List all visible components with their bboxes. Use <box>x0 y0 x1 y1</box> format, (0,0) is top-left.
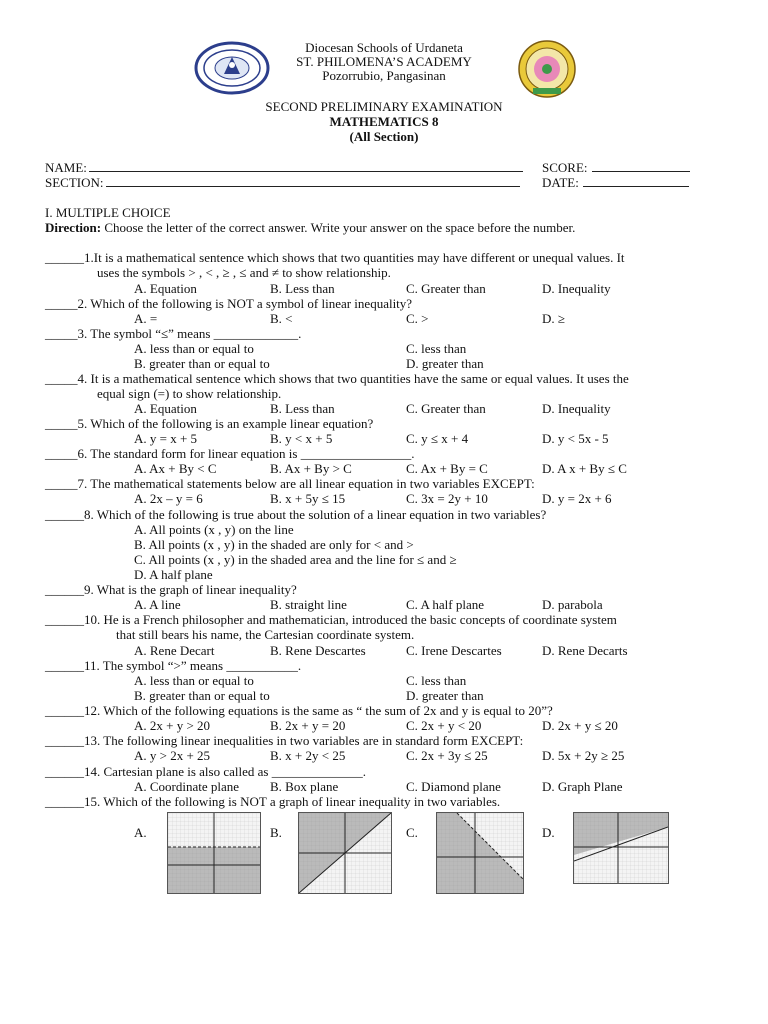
q9-choice-a[interactable]: A. A line <box>134 597 181 612</box>
q1-choice-d[interactable]: D. Inequality <box>542 281 611 296</box>
q9-choice-d[interactable]: D. parabola <box>542 597 603 612</box>
q11-choice-c[interactable]: C. less than <box>406 673 467 688</box>
q14-choice-b[interactable]: B. Box plane <box>270 779 339 794</box>
question-11-stem: ______11. The symbol “>” means ___________. <box>45 658 302 673</box>
q12-choice-a[interactable]: A. 2x + y > 20 <box>134 718 211 733</box>
question-5-stem: _____5. Which of the following is an example linear equation? <box>45 416 374 431</box>
q4-choice-a[interactable]: A. Equation <box>134 401 197 416</box>
q4-choice-b[interactable]: B. Less than <box>270 401 335 416</box>
question-12-stem: ______12. Which of the following equations is the same as “ the sum of 2x and y is equal to 20”? <box>45 703 553 718</box>
question-10-stem-cont: that still bears his name, the Cartesian coordinate system. <box>116 627 415 642</box>
q15-choice-a[interactable]: A. <box>134 825 147 840</box>
q8-choice-b[interactable]: B. All points (x , y) in the shaded are only for < and > <box>134 537 414 552</box>
question-10-stem: ______10. He is a French philosopher and mathematician, introduced the basic concepts of coordinate system <box>45 612 617 627</box>
score-label: SCORE: <box>542 160 588 175</box>
q15-choice-d[interactable]: D. <box>542 825 555 840</box>
q2-choice-c[interactable]: C. > <box>406 311 429 326</box>
question-2-stem: _____2. Which of the following is NOT a symbol of linear inequality? <box>45 296 413 311</box>
org-name: Diocesan Schools of Urdaneta <box>305 40 463 55</box>
q1-choice-a[interactable]: A. Equation <box>134 281 197 296</box>
direction-text: Choose the letter of the correct answer. Write your answer on the space before the number. <box>101 220 576 235</box>
school-location: Pozorrubio, Pangasinan <box>322 68 446 83</box>
section-note: (All Section) <box>349 129 419 144</box>
q9-choice-c[interactable]: C. A half plane <box>406 597 484 612</box>
q3-choice-a[interactable]: A. less than or equal to <box>134 341 254 356</box>
q7-choice-b[interactable]: B. x + 5y ≤ 15 <box>270 491 346 506</box>
q9-choice-b[interactable]: B. straight line <box>270 597 347 612</box>
q1-choice-c[interactable]: C. Greater than <box>406 281 486 296</box>
q2-choice-b[interactable]: B. < <box>270 311 293 326</box>
score-field[interactable] <box>542 160 690 176</box>
q12-choice-b[interactable]: B. 2x + y = 20 <box>270 718 346 733</box>
q11-choice-b[interactable]: B. greater than or equal to <box>134 688 270 703</box>
q4-choice-c[interactable]: C. Greater than <box>406 401 486 416</box>
q8-choice-c[interactable]: C. All points (x , y) in the shaded area and the line for ≤ and ≥ <box>134 552 457 567</box>
question-7-stem: _____7. The mathematical statements below are all linear equation in two variables EXCEPT: <box>45 476 535 491</box>
date-field[interactable] <box>542 175 689 191</box>
q15-graph-c[interactable] <box>436 812 524 894</box>
q3-choice-c[interactable]: C. less than <box>406 341 467 356</box>
q11-choice-a[interactable]: A. less than or equal to <box>134 673 254 688</box>
subject-title: MATHEMATICS 8 <box>329 114 439 129</box>
q12-choice-d[interactable]: D. 2x + y ≤ 20 <box>542 718 618 733</box>
q5-choice-c[interactable]: C. y ≤ x + 4 <box>406 431 469 446</box>
q4-choice-d[interactable]: D. Inequality <box>542 401 611 416</box>
q10-choice-c[interactable]: C. Irene Descartes <box>406 643 502 658</box>
q5-choice-a[interactable]: A. y = x + 5 <box>134 431 198 446</box>
q1-choice-b[interactable]: B. Less than <box>270 281 335 296</box>
name-field[interactable] <box>45 160 523 176</box>
q7-choice-d[interactable]: D. y = 2x + 6 <box>542 491 612 506</box>
q7-choice-a[interactable]: A. 2x – y = 6 <box>134 491 203 506</box>
question-15-stem: ______15. Which of the following is NOT a graph of linear inequality in two variables. <box>45 794 501 809</box>
question-14-stem: ______14. Cartesian plane is also called as ______________. <box>45 764 366 779</box>
q14-choice-c[interactable]: C. Diamond plane <box>406 779 501 794</box>
question-4-stem-cont: equal sign (=) to show relationship. <box>97 386 282 401</box>
question-8-stem: ______8. Which of the following is true about the solution of a linear equation in two variables? <box>45 507 547 522</box>
date-blank[interactable] <box>583 175 689 187</box>
q15-choice-c[interactable]: C. <box>406 825 418 840</box>
question-4-stem: _____4. It is a mathematical sentence which shows that two quantities have the same or equal values. It uses the <box>45 371 629 386</box>
section-blank[interactable] <box>106 175 520 187</box>
q15-graph-a[interactable] <box>167 812 261 894</box>
q6-choice-a[interactable]: A. Ax + By < C <box>134 461 217 476</box>
question-13-stem: ______13. The following linear inequalities in two variables are in standard form EXCEPT: <box>45 733 524 748</box>
q6-choice-b[interactable]: B. Ax + By > C <box>270 461 352 476</box>
q14-choice-a[interactable]: A. Coordinate plane <box>134 779 240 794</box>
q2-choice-d[interactable]: D. ≥ <box>542 311 566 326</box>
name-blank[interactable] <box>89 160 523 172</box>
direction-label: Direction: <box>45 220 102 235</box>
section-field[interactable] <box>45 175 520 191</box>
q6-choice-c[interactable]: C. Ax + By = C <box>406 461 488 476</box>
direction-line <box>45 220 575 236</box>
school-name: ST. PHILOMENA’S ACADEMY <box>296 54 472 69</box>
q5-choice-d[interactable]: D. y < 5x - 5 <box>542 431 609 446</box>
question-3-stem: _____3. The symbol “≤” means _____________. <box>45 326 302 341</box>
q14-choice-d[interactable]: D. Graph Plane <box>542 779 623 794</box>
question-1-stem-cont: uses the symbols > , < , ≥ , ≤ and ≠ to show relationship. <box>97 265 391 280</box>
section-label: SECTION: <box>45 175 104 190</box>
q13-choice-d[interactable]: D. 5x + 2y ≥ 25 <box>542 748 625 763</box>
exam-title: SECOND PRELIMINARY EXAMINATION <box>265 99 503 114</box>
q10-choice-b[interactable]: B. Rene Descartes <box>270 643 366 658</box>
q5-choice-b[interactable]: B. y < x + 5 <box>270 431 333 446</box>
q13-choice-c[interactable]: C. 2x + 3y ≤ 25 <box>406 748 488 763</box>
q3-choice-d[interactable]: D. greater than <box>406 356 484 371</box>
name-label: NAME: <box>45 160 87 175</box>
q2-choice-a[interactable]: A. = <box>134 311 158 326</box>
q6-choice-d[interactable]: D. A x + By ≤ C <box>542 461 627 476</box>
q11-choice-d[interactable]: D. greater than <box>406 688 484 703</box>
q15-choice-b[interactable]: B. <box>270 825 282 840</box>
q13-choice-a[interactable]: A. y > 2x + 25 <box>134 748 211 763</box>
q12-choice-c[interactable]: C. 2x + y < 20 <box>406 718 482 733</box>
q10-choice-d[interactable]: D. Rene Decarts <box>542 643 628 658</box>
q13-choice-b[interactable]: B. x + 2y < 25 <box>270 748 346 763</box>
q15-graph-b[interactable] <box>298 812 392 894</box>
question-1-stem: ______1.It is a mathematical sentence which shows that two quantities may have different or unequal values. It <box>45 250 625 265</box>
question-6-stem: _____6. The standard form for linear equation is _________________. <box>45 446 415 461</box>
q3-choice-b[interactable]: B. greater than or equal to <box>134 356 270 371</box>
q15-graph-d[interactable] <box>573 812 669 884</box>
date-label: DATE: <box>542 175 579 190</box>
q8-choice-a[interactable]: A. All points (x , y) on the line <box>134 522 294 537</box>
score-blank[interactable] <box>592 160 690 172</box>
part-title: I. MULTIPLE CHOICE <box>45 205 171 220</box>
q8-choice-d[interactable]: D. A half plane <box>134 567 213 582</box>
q10-choice-a[interactable]: A. Rene Decart <box>134 643 215 658</box>
question-9-stem: ______9. What is the graph of linear inequality? <box>45 582 297 597</box>
q7-choice-c[interactable]: C. 3x = 2y + 10 <box>406 491 488 506</box>
